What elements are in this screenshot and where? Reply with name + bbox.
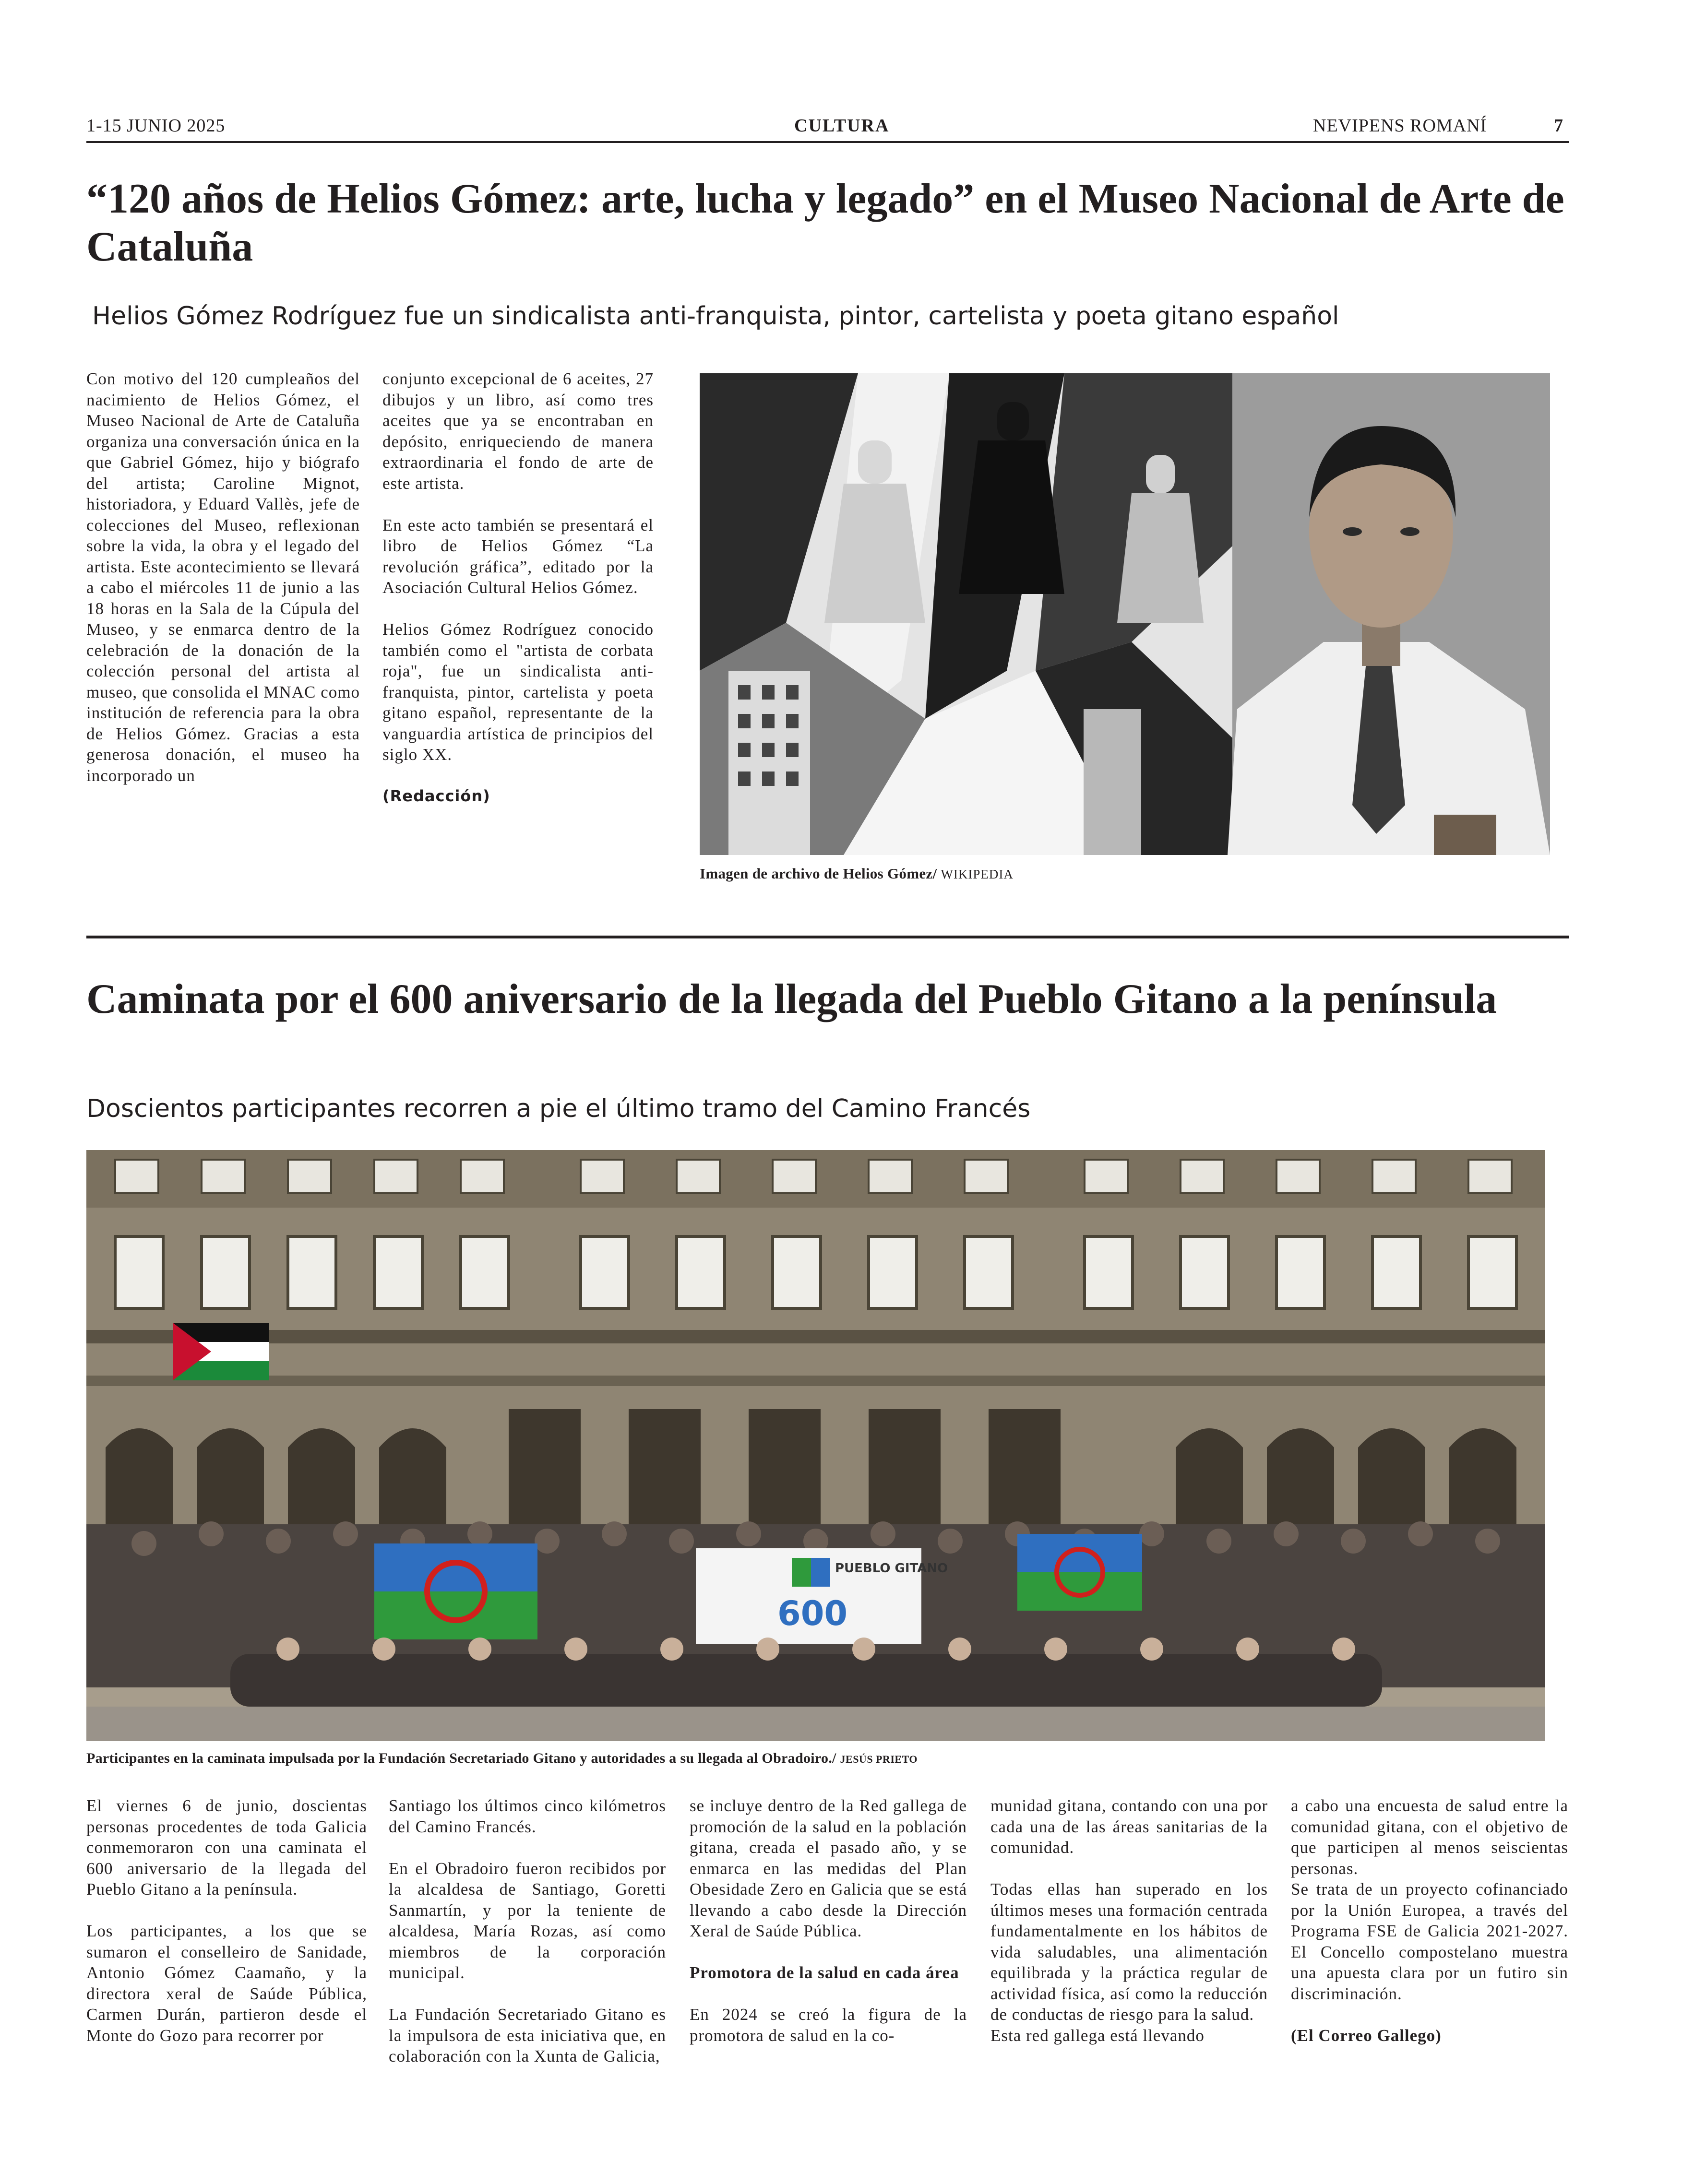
article1-paragraph: Con motivo del 120 cumpleaños del nacimiento de Helios Gómez, el Museo Nacional de Arte de Cataluña organiza una conversación única en la que Gabriel Gómez, hijo y biógrafo del artista; Caroline Mignot, historiadora, y Eduard Vallès, jefe de colecciones del Museo, reflexionan sobre la vida, la obra y el legado del artista. Este acontecimiento se llevará a cabo el miércoles 11 de junio a las 18 horas en la Sala de la Cúpula del Museo, y se enmarca dentro de la celebración de la donación de la colección personal del artista al museo, que consolida el MNAC como institución de referencia para la obra de Helios Gómez. Gracias a esta generosa donación, el museo ha incorporado un <box>86 369 360 785</box>
article2-paragraph: En el Obradoiro fueron recibidos por la alcaldesa de Santiago, Goretti Sanmartín, y por la teniente de alcaldesa, María Rozas, así como miembros de la corporación municipal. <box>389 1859 666 1982</box>
article2-paragraph: El viernes 6 de junio, doscientas personas procedentes de toda Galicia conmemoraron con una caminata el 600 aniversario de la llegada del Pueblo Gitano a la península. <box>86 1796 367 1899</box>
article2-headline: Caminata por el 600 aniversario de la llegada del Pueblo Gitano a la península <box>86 976 1497 1022</box>
page-number: 7 <box>1554 116 1563 136</box>
article1-deck: Helios Gómez Rodríguez fue un sindicalista anti-franquista, pintor, cartelista y poeta gitano español <box>92 302 1339 331</box>
article2-deck: Doscientos participantes recorren a pie el último tramo del Camino Francés <box>86 1094 1031 1123</box>
article2-caption-text: Participantes en la caminata impulsada por la Fundación Secretariado Gitano y autoridades a su llegada al Obradoiro./ <box>86 1750 836 1766</box>
article2-paragraph: La Fundación Secretariado Gitano es la impulsora de esta iniciativa que, en colaboración con la Xunta de Galicia, <box>389 2005 666 2065</box>
article1-signature: (Redacción) <box>382 787 490 805</box>
banner-600-text: 600 <box>777 1594 848 1633</box>
article-divider <box>86 936 1569 938</box>
caminata-group-photo <box>86 1150 1545 1741</box>
article2-paragraph: se incluye dentro de la Red gallega de promoción de la salud en la población gitana, creada el pasado año, y se enmarca en las medidas del Plan Obesidade Zero en Galicia que se está llevando a cabo desde la Dirección Xeral de Saúde Pública. <box>690 1796 967 1940</box>
article1-paragraph: En este acto también se presentará el libro de Helios Gómez “La revolución gráfica”, editado por la Asociación Cultural Helios Gómez. <box>382 515 654 597</box>
article2-subheading: Promotora de la salud en cada área <box>690 1963 959 1982</box>
helios-gomez-photo-art <box>700 373 1550 855</box>
helios-gomez-photo <box>700 373 1550 855</box>
article2-column-2 <box>389 1795 666 2067</box>
header-rule <box>86 141 1569 143</box>
article1-paragraph: Helios Gómez Rodríguez conocido también como el "artista de corbata roja", fue un sindicalista anti-franquista, pintor, cartelista y poeta gitano español, representante de la vanguardia artística de principios del siglo XX. <box>382 620 654 764</box>
article1-headline: “120 años de Helios Gómez: arte, lucha y legado” en el Museo Nacional de Arte de Cataluña <box>86 176 1564 270</box>
article1-caption-credit: WIKIPEDIA <box>941 867 1014 881</box>
article2-column-3 <box>690 1795 967 2046</box>
article2-caption-credit: JESÚS PRIETO <box>840 1753 918 1765</box>
article2-paragraph: munidad gitana, contando con una por cada una de las áreas sanitarias de la comunidad. <box>990 1796 1268 1857</box>
article2-column-1 <box>86 1795 367 2046</box>
article2-column-4 <box>990 1795 1268 2046</box>
article2-signature: (El Correo Gallego) <box>1291 2026 1442 2045</box>
article2-column-5 <box>1291 1795 1568 2067</box>
article2-paragraph: Todas ellas han superado en los últimos meses una formación centrada fundamentalmente en los hábitos de vida saludables, una alimentación equilibrada y la práctica regular de actividad física, así como la reducción de conductas de riesgo para la salud. <box>990 1880 1268 2024</box>
article2-paragraph: Se trata de un proyecto cofinanciado por la Unión Europea, a través del Programa FSE de Galicia 2021-2027. El Concello compostelano muestra una apuesta clara por un futiro sin discriminación. <box>1291 1880 1568 2003</box>
caminata-group-photo-art <box>86 1150 1545 1741</box>
article1-paragraph: conjunto excepcional de 6 aceites, 27 dibujos y un libro, así como tres aceites que ya se encontraban en depósito, enriqueciendo de manera extraordinaria el fondo de arte de este artista. <box>382 369 654 493</box>
banner-pueblo-gitano-text: PUEBLO GITANO <box>835 1561 948 1576</box>
publication-name: NEVIPENS ROMANÍ <box>1313 116 1487 136</box>
section-name: CULTURA <box>794 116 890 136</box>
article2-paragraph: Esta red gallega está llevando <box>990 2026 1205 2045</box>
issue-date: 1-15 JUNIO 2025 <box>86 116 226 136</box>
article2-photo-caption <box>86 1750 918 1767</box>
article2-paragraph: En 2024 se creó la figura de la promotora de salud en la co- <box>690 2005 967 2045</box>
article1-caption-text: Imagen de archivo de Helios Gómez/ <box>700 865 937 882</box>
article1-photo-caption <box>700 865 1014 882</box>
article1-column-1 <box>86 368 360 786</box>
article2-paragraph: Los participantes, a los que se sumaron el conselleiro de Sanidade, Antonio Gómez Caamaño, y la directora xeral de Saúde Pública, Carmen Durán, partieron desde el Monte do Gozo para recorrer por <box>86 1922 367 2045</box>
article1-column-2 <box>382 368 654 828</box>
article2-paragraph: Santiago los últimos cinco kilómetros del Camino Francés. <box>389 1796 666 1836</box>
article2-paragraph: a cabo una encuesta de salud entre la comunidad gitana, con el objetivo de que participen al menos seiscientas personas. <box>1291 1796 1568 1878</box>
